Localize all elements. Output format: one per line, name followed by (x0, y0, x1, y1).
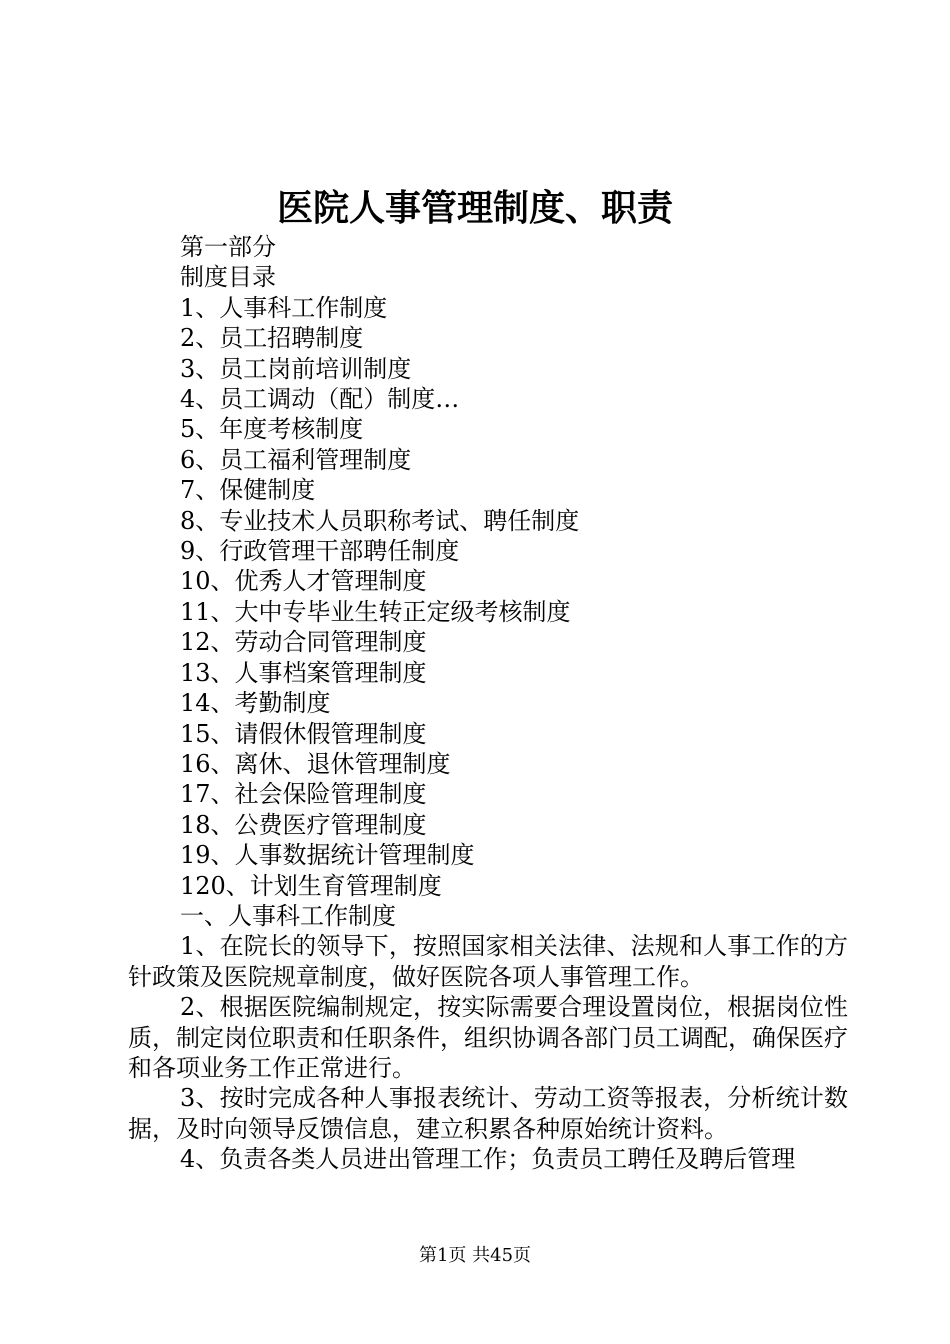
toc-heading: 制度目录 (180, 263, 276, 292)
toc-item: 6、员工福利管理制度 (180, 445, 412, 474)
toc-item: 8、专业技术人员职称考试、聘任制度 (180, 506, 580, 535)
toc-item: 1、人事科工作制度 (180, 293, 388, 322)
toc-item: 14、考勤制度 (180, 689, 331, 718)
toc-item: 11、大中专毕业生转正定级考核制度 (180, 597, 571, 626)
page-footer: 第1页 共45页 (418, 1245, 532, 1266)
toc-item: 12、劳动合同管理制度 (180, 628, 427, 657)
toc-item: 9、行政管理干部聘任制度 (180, 537, 460, 566)
toc-item: 16、离休、退休管理制度 (180, 749, 451, 778)
toc-item: 7、保健制度 (180, 476, 316, 505)
toc-item: 2、员工招聘制度 (180, 324, 364, 353)
toc-item: 15、请假休假管理制度 (180, 719, 427, 748)
toc-item: 17、社会保险管理制度 (180, 780, 427, 809)
body-paragraph: 3、按时完成各种人事报表统计、劳动工资等报表，分析统计数据，及时向领导反馈信息，建立积累各种原始统计资料。 (128, 1084, 848, 1143)
section-heading: 第一部分 (180, 233, 276, 261)
toc-item: 13、人事档案管理制度 (180, 658, 427, 687)
toc-item: 120、计划生育管理制度 (180, 871, 442, 900)
toc-item: 4、员工调动（配）制度… (180, 385, 460, 414)
body-paragraph: 4、负责各类人员进出管理工作；负责员工聘任及聘后管理 (180, 1145, 796, 1174)
document-body (128, 232, 848, 1175)
body-paragraph: 1、在院长的领导下，按照国家相关法律、法规和人事工作的方针政策及医院规章制度，做好医院各项人事管理工作。 (128, 932, 848, 991)
section-heading: 一、人事科工作制度 (180, 901, 396, 930)
document-title: 医院人事管理制度、职责 (276, 187, 673, 229)
toc-item: 19、人事数据统计管理制度 (180, 841, 475, 870)
toc-item: 3、员工岗前培训制度 (180, 354, 412, 383)
toc-item: 10、优秀人才管理制度 (180, 567, 427, 596)
body-paragraph: 2、根据医院编制规定，按实际需要合理设置岗位，根据岗位性质，制定岗位职责和任职条件，组织协调各部门员工调配，确保医疗和各项业务工作正常进行。 (128, 993, 848, 1082)
toc-item: 5、年度考核制度 (180, 415, 364, 444)
toc-item: 18、公费医疗管理制度 (180, 810, 427, 839)
